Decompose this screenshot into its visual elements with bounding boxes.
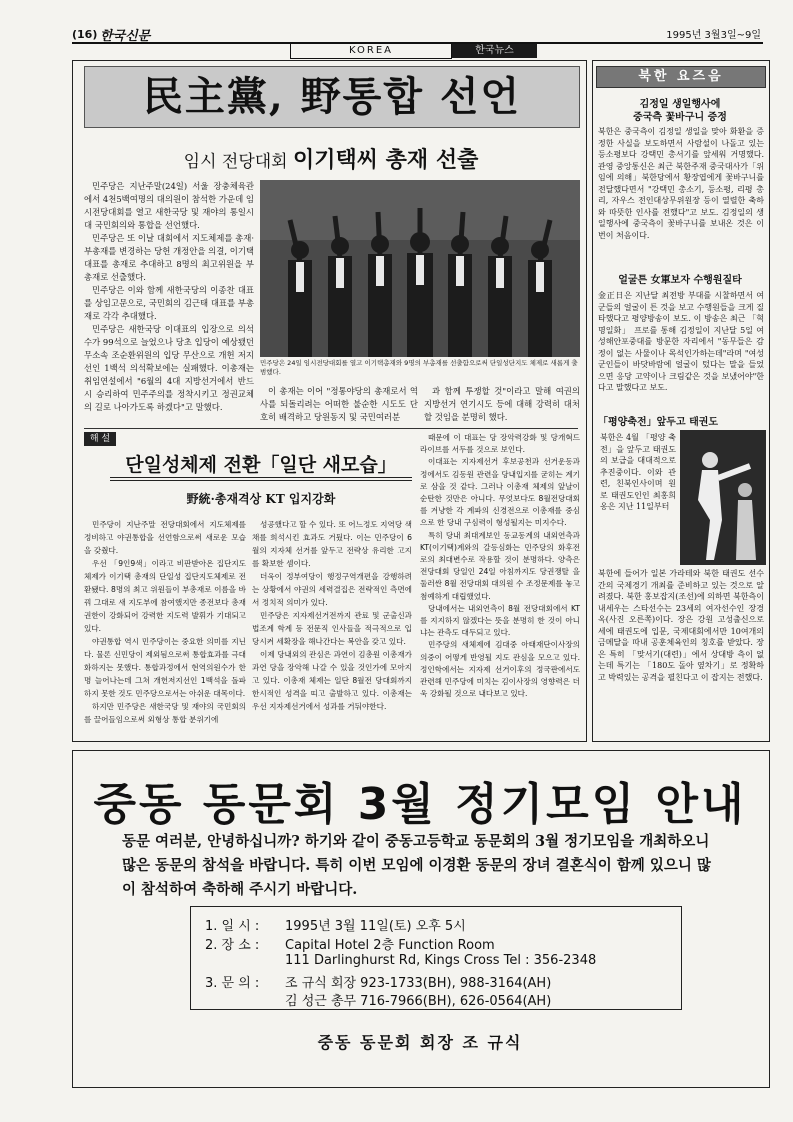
ad-details-box bbox=[190, 906, 682, 1010]
lead-headline: 民主黨, 野통합 선언 bbox=[84, 66, 580, 128]
lead-column-3 bbox=[424, 385, 580, 424]
paragraph: 이대표는 지자제선거 후보공천과 선거운동과정에서도 김동원 관련을 당내입지를 굳히는 계기로 삼을 것 같다. 그러나 이총재 체제의 앞날이 순탄한 것만은 아니다. 무엇보다도 8월전당대회를 겨냥한 각 계파의 신경전으로 이총재를 중심으로 한 당내 구심력이 형성될지는 미지수다. bbox=[420, 457, 580, 528]
paragraph: 민주당은 지난주말(24일) 서울 장충체육관에서 4천5백여명의 대의원이 참석한 가운데 임시전당대회를 열고 새한국당 및 재야의 통일시대 국민회의와 통합을 선언했다. bbox=[84, 181, 254, 230]
story2-body: 金正日은 지난달 최전방 부대를 시찰하면서 여군들의 얼굴이 튼 것을 보고 수행원들을 크게 질타했다고 평양방송이 보도. 이 방송은 최근 「혁명일화」 프로를 통해 김정일이 지난달 5일 여성해안포중대를 방문한 자리에서 "동무들은 감정이 없는 사물이나 목석인가하는데"라며 "여성군인들이 바닷바람에 얼굴이 텄다는 말을 들었으면 응당 고약이나 크림같은 것을 보냈어야"한다고 말했다고 보도. bbox=[598, 291, 764, 392]
section-korea-label: KOREA bbox=[290, 44, 452, 59]
analysis-column-2 bbox=[252, 518, 412, 713]
paragraph: 특히 당내 최대계보인 동교동계의 내외연측과 KT(이기택)계와의 갈등심화는 민주당의 화후전로의 최대변수로 작용할 것이 분명하다. 양측은 전당대회 당일인 24일 아침까지도 당권쟁탈 을 둘러싼 8월 전당대회 대의원 수 조정문제를 놓고 첨예하게 대립했었다. bbox=[420, 530, 580, 601]
paragraph: 민주당은 지자제선거전까지 관료 및 군출신과 법조계 학계 등 전문직 인사들을 적극적으로 입당시켜 세확장을 해나간다는 복안을 갖고 있다. bbox=[252, 611, 412, 646]
story1-title bbox=[596, 98, 764, 124]
ad-venue-address: 111 Darlinghurst Rd, Kings Cross Tel : 356-2348 bbox=[285, 953, 597, 968]
ad-date-label: 1. 일 시 : bbox=[205, 919, 260, 934]
paragraph: 야권통합 역시 민주당이는 중요한 의미를 지닌다. 물론 신민당이 제외됨으로써 통합효과를 극대화하지는 못했다. 통합과정에서 현역의원수가 한명 늘어나는데 그쳐 개헌저지선인 1백석을 돌파하지 못한 것도 민주당으로서는 아쉬운 대목이다. bbox=[84, 637, 246, 698]
paragraph: 더욱이 정부여당이 행정구역개편을 강행하려는 상황에서 야권의 세력결집은 전략적인 측면에서 정치적 의미가 있다. bbox=[252, 572, 412, 607]
story1-title-line2: 중국측 꽃바구니 증정 bbox=[633, 112, 727, 123]
analysis-column-1 bbox=[84, 518, 246, 726]
paragraph: 민주당은 또 이날 대회에서 지도체제를 총재·부총재를 변경하는 당헌 개정안을 의결, 이기택 대표를 총재로 추대하고 8명의 최고위원을 부총재로 선출했다. bbox=[84, 233, 254, 282]
ad-signature: 중동 동문회 회장 조 규식 bbox=[317, 1033, 523, 1052]
ad-venue-value: Capital Hotel 2층 Function Room bbox=[285, 938, 495, 953]
taekwondo-photo bbox=[680, 430, 766, 565]
story1-title-line1: 김정일 생일행사에 bbox=[639, 99, 721, 110]
sidebar-banner: 북한 요즈음 bbox=[596, 66, 766, 88]
paragraph: 민주당의 새체제에 김대중 아태재단이사장의 의중이 어떻게 반영될 지도 관심을 모으고 있다. 정인학에서는 지자제 선거이후의 정국판에서도 관련해 민주당에 미치는 김이사장의 영향력은 더욱 강화될 것으로 내다보고 있다. bbox=[420, 640, 580, 699]
section-divider bbox=[84, 428, 578, 429]
paragraph: 성공했다고 할 수 있다. 또 어느정도 지역당 색채를 희석시킨 효과도 거뒀다. 이는 민주당이 6월의 지자체 선거를 앞두고 전략상 유리한 고지를 확보한 셈이다. bbox=[252, 520, 412, 568]
paragraph: 당내에서는 내외연측이 8월 전당대회에서 KT를 지지하지 않겠다는 뜻을 분명히 한 것이 아니냐는 관측도 대두되고 있다. bbox=[420, 603, 580, 638]
paragraph: 우선 「9인9색」이라고 비판받아온 집단지도체제가 이기택 총재의 단일성 집단지도체제로 전환됐다. 8명의 최고 위원들이 부총재로 이름을 바꿔 그대로 새 지도부에 참여했지만 종전보다 총재권한이 강화되어 강력한 지도력 발휘가 기대되고 있다. bbox=[84, 559, 246, 633]
paragraph: 때문에 이 대표는 당 장악력강화 및 당개혁드라이브를 서두를 것으로 보인다. bbox=[420, 433, 580, 455]
paragraph: 이제 당내외의 관심은 과연이 김총원 이총재가 과연 당을 장악해 나갈 수 있을 것인가에 모아지고 있다. 이총재 체제는 일단 8월전 당대회까지 한시적인 성격을 띠고 출발하고 있다. 이총재는 우선 지자제선거에서 성과를 거둬야한다. bbox=[252, 650, 412, 711]
ad-contact-president: 조 규식 회장 923-1733(BH), 988-3164(AH) bbox=[285, 976, 552, 991]
story3-body-wide: 북한에 들어가 일본 가라테와 북한 태권도 선수간의 국제경기 개최를 준비하고 있는 것으로 알려졌다. 북한 홍보잡지(조선)에 의하면 북한측이 내세우는 스타선수는 23세의 여자선수인 장경옥(사진 오른쪽)이다. 장은 강원 고성출신으로 세에 태권도에 입문, 국제대회에서만 10여개의 금메달을 따내 공훈체육인의 칭호를 받았다. 장은 특히 「맞서기(대련)」에서 상대방 측이 없는데 특기는 「180도 돌아 옆차기」로 정확하고 박력있는 공격을 펼친다고 이 잡지는 전했다. bbox=[598, 569, 764, 682]
ad-venue-label: 2. 장 소 : bbox=[205, 938, 260, 953]
analysis-headline: 단일성체제 전환「일단 새모습」 bbox=[125, 454, 397, 476]
taekwondo-photo-image bbox=[680, 430, 766, 565]
analysis-subhead: 野統·총재격상 KT 입지강화 bbox=[186, 492, 336, 506]
ad-date-value: 1995년 3월 11일(토) 오후 5시 bbox=[285, 919, 466, 934]
ad-contact-secretary: 김 성근 총무 716-7966(BH), 626-0564(AH) bbox=[285, 994, 552, 1009]
analysis-tag: 해 설 bbox=[84, 432, 116, 446]
ad-body: 동문 여러분, 안녕하십니까? 하기와 같이 중동고등학교 동문회의 3월 정기모임을 개최하오니 많은 동문의 참석을 바랍니다. 특히 이번 모임에 이경환 동문의 장녀 결혼식이 함께 있으니 많이 참석하여 축하해 주시기 바랍니다. bbox=[122, 833, 711, 898]
paragraph: 민주당이 지난주말 전당대회에서 지도체제를 정비하고 야권통합을 선언함으로써 새로운 모습을 갖췄다. bbox=[84, 520, 246, 555]
convention-photo bbox=[260, 180, 580, 357]
lead-column-2 bbox=[260, 385, 418, 424]
lead-subhead-bold: 이기택씨 총재 선출 bbox=[293, 147, 479, 173]
analysis-column-3 bbox=[420, 432, 580, 700]
paragraph: 하지만 민주당은 새한국당 및 재야의 국민회의를 끌어들임으로써 외형상 통합 분위기에 bbox=[84, 702, 246, 724]
photo-caption: 민주당은 24일 임시전당대회를 열고 이기택총재와 9명의 부총재를 선출함으로써 단일성단지도 체제로 새롭게 출범했다. bbox=[260, 359, 578, 376]
headline-rule bbox=[110, 477, 412, 481]
paragraph: 민주당은 이와 함께 새한국당의 이종찬 대표를 상임고문으로, 국민회의 김근태 대표를 부총재로 각각 추대했다. bbox=[84, 285, 254, 321]
story2-title: 얼굴튼 女軍보자 수행원질타 bbox=[618, 275, 742, 286]
lead-column-1 bbox=[84, 180, 254, 414]
newspaper-name: 한국신문 bbox=[100, 29, 151, 44]
story1-body: 북한은 중국측이 김정일 생일을 맞아 화환을 증정한 사실을 보도하면서 사람설이 나돌고 있는 등소평보다 강택민 총서기를 앞세워 거명했다. 관영 중앙통신은 최근 북한주재 중국대사가「위임에 의해」북한당에서 황장엽에게 꽃바구니를 전달했다면서 "강택민 총소기, 등소평, 리평 총리, 자우스 전인대상무위원장 등이 열렬한 축하와 따뜻한 인사를 전했다"고 보도. 김정일의 생일행사에 중국측이 꽃바구니를 보내온 것은 이번이 처음이다. bbox=[598, 127, 764, 240]
story3-title: 「평양축전」앞두고 태권도 bbox=[598, 417, 719, 428]
page-number: (16) bbox=[72, 28, 98, 41]
lead-subhead bbox=[84, 143, 578, 174]
ad-contact-label: 3. 문 의 : bbox=[205, 976, 260, 991]
ad-title: 중동 동문회 3월 정기모임 안내 bbox=[93, 779, 747, 830]
paragraph: 이 총재는 이어 "정통야당의 총재로서 역사를 되돌리려는 어떠한 불순한 시도도 단호히 배격하고 당원동지 및 국민여러분 bbox=[260, 386, 418, 422]
paragraph: 민주당은 새한국당 이대표의 입장으로 의석수가 99석으로 늘었으나 당초 입당이 예상됐던 무소속 조순환위원의 입당 무산으로 개헌 저지선인 1백석 의석확보에는 실패했다. 이총재는 취임연설에서 "6월의 4대 지방선거에서 반드시 승리하여 민주주의를 정착시키고 정권교체의 길로 나아가도록 하겠다"고 말했다. bbox=[84, 324, 254, 412]
issue-date: 1995년 3월3일~9일 bbox=[666, 30, 761, 41]
story3-body-narrow: 북한은 4월 「평양 축전」을 앞두고 태권도의 보급을 대대적으로 추진중이다. 이와 관련, 친북인사이며 원로 태권도인인 최홍희옹은 지난 11일부터 bbox=[600, 433, 676, 511]
paragraph: 과 함께 투쟁할 것"이라고 말해 여권의 지방선거 연기시도 등에 대해 강력히 대처할 것임을 분명히 했다. bbox=[424, 386, 580, 422]
convention-photo-image bbox=[260, 180, 580, 357]
section-news-label: 한국뉴스 bbox=[452, 44, 537, 58]
lead-subhead-plain: 임시 전당대회 bbox=[183, 152, 288, 172]
